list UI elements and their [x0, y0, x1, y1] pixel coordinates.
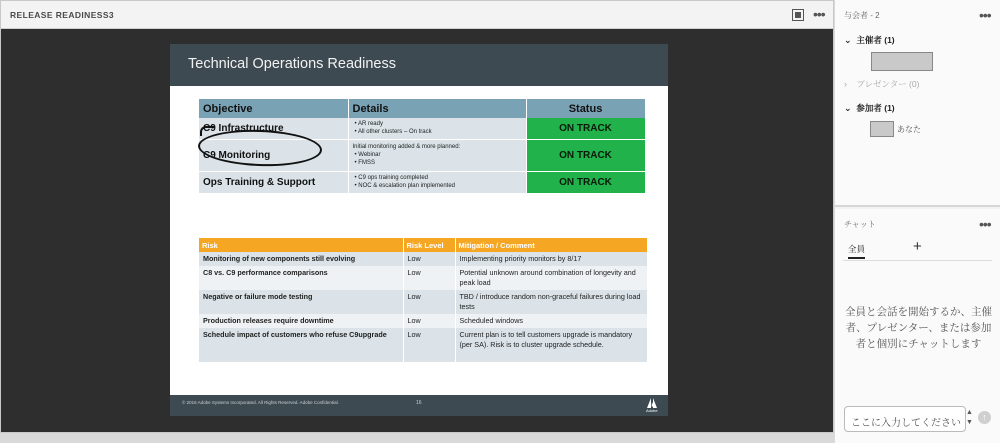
status-badge: ON TRACK	[526, 118, 645, 139]
slide-header	[170, 44, 668, 86]
risk-mitigation: Implementing priority monitors by 8/17	[455, 252, 647, 266]
chat-pod	[835, 209, 1000, 443]
attendees-more-icon[interactable]: •••	[979, 7, 991, 23]
share-pod-header	[1, 1, 833, 29]
risk-mitigation: Potential unknown around combination of longevity and peak load	[455, 266, 647, 290]
risk-level-header: Risk Level	[403, 238, 455, 252]
share-pod-title: RELEASE READINESS3	[10, 10, 115, 20]
send-icon[interactable]: ↑	[978, 411, 991, 424]
risk-name: C8 vs. C9 performance comparisons	[199, 266, 403, 290]
slide-page-number: 16	[416, 400, 422, 406]
detail-item: • C9 ops training completed	[361, 174, 522, 182]
status-header: Status	[526, 99, 645, 118]
risk-level: Low	[403, 314, 455, 328]
share-pod-more-icon[interactable]: •••	[813, 6, 825, 22]
detail-item: • FMSS	[361, 159, 522, 167]
tab-everyone[interactable]: 全員	[848, 243, 865, 259]
risk-mitigation: Current plan is to tell customers upgrade is mandatory (per SA). Risk is to cluster upgrade schedule.	[455, 328, 647, 362]
fullscreen-icon[interactable]	[792, 9, 804, 21]
objective-table-header	[199, 99, 645, 118]
status-badge: ON TRACK	[526, 171, 645, 193]
risk-table	[199, 238, 648, 362]
group-participants[interactable]	[844, 102, 895, 114]
objective-name: C9 Monitoring	[199, 139, 348, 171]
chevron-right-icon: ›	[844, 79, 847, 89]
detail-item: • All other clusters – On track	[361, 128, 522, 136]
presentation-slide	[170, 44, 668, 416]
tab-divider	[843, 260, 992, 261]
participant-avatar[interactable]	[870, 121, 894, 137]
slide-footer	[170, 395, 668, 416]
table-row	[199, 328, 647, 362]
risk-level: Low	[403, 290, 455, 314]
detail-item: • Webinar	[361, 151, 522, 159]
group-label: 主催者 (1)	[856, 35, 895, 45]
slide-copyright: © 2016 Adobe Systems Incorporated. All Rights Reserved. Adobe Confidential.	[182, 400, 339, 405]
group-label: プレゼンター (0)	[856, 79, 920, 89]
risk-table-header	[199, 238, 647, 252]
risk-level: Low	[403, 328, 455, 362]
attendees-pod	[835, 0, 1000, 207]
chevron-down-icon: ⌄	[844, 35, 852, 45]
detail-item: • AR ready	[361, 120, 522, 128]
group-presenters[interactable]	[844, 78, 919, 90]
annotation-stroke	[200, 126, 214, 136]
table-row	[199, 290, 647, 314]
risk-level: Low	[403, 252, 455, 266]
risk-mitigation: Scheduled windows	[455, 314, 647, 328]
objective-name: Ops Training & Support	[199, 171, 348, 193]
objective-details	[348, 118, 526, 139]
risk-header: Risk	[199, 238, 403, 252]
group-label: 参加者 (1)	[856, 103, 895, 113]
table-row	[199, 171, 645, 193]
chat-more-icon[interactable]: •••	[979, 216, 991, 232]
attendees-title: 与会者 - 2	[844, 11, 880, 20]
objective-header: Objective	[199, 99, 348, 118]
input-stepper-icon[interactable]: ▲ ▼	[966, 409, 973, 426]
table-row	[199, 266, 647, 290]
details-header: Details	[348, 99, 526, 118]
chevron-down-icon: ⌄	[844, 103, 852, 113]
chat-input[interactable]: ここに入力してください	[844, 406, 966, 432]
side-panel	[835, 0, 1000, 443]
participant-name[interactable]: あなた	[897, 125, 921, 134]
risk-mitigation: TBD / introduce random non-graceful failures during load tests	[455, 290, 647, 314]
risk-name: Production releases require downtime	[199, 314, 403, 328]
objective-details	[348, 139, 526, 171]
detail-item: • NOC & escalation plan implemented	[361, 182, 522, 190]
add-chat-icon[interactable]: +	[913, 238, 922, 255]
risk-name: Negative or failure mode testing	[199, 290, 403, 314]
adobe-wordmark: Adobe	[646, 408, 658, 413]
chat-title: チャット	[844, 220, 876, 229]
chat-empty-message: 全員と会話を開始するか、主催者、プレゼンター、または参加者と個別にチャットします	[845, 306, 992, 350]
table-row	[199, 314, 647, 328]
status-badge: ON TRACK	[526, 139, 645, 171]
host-avatar[interactable]	[871, 52, 933, 71]
risk-name: Schedule impact of customers who refuse C9upgrade	[199, 328, 403, 362]
risk-level: Low	[403, 266, 455, 290]
adobe-logo-icon	[647, 398, 657, 408]
group-hosts[interactable]	[844, 34, 895, 46]
objective-name: C9 Infrastructure	[199, 118, 348, 139]
table-row	[199, 252, 647, 266]
objective-details	[348, 171, 526, 193]
risk-name: Monitoring of new components still evolving	[199, 252, 403, 266]
mitigation-header: Mitigation / Comment	[455, 238, 647, 252]
slide-title: Technical Operations Readiness	[188, 56, 396, 72]
detail-intro: Initial monitoring added & more planned:	[352, 144, 461, 150]
